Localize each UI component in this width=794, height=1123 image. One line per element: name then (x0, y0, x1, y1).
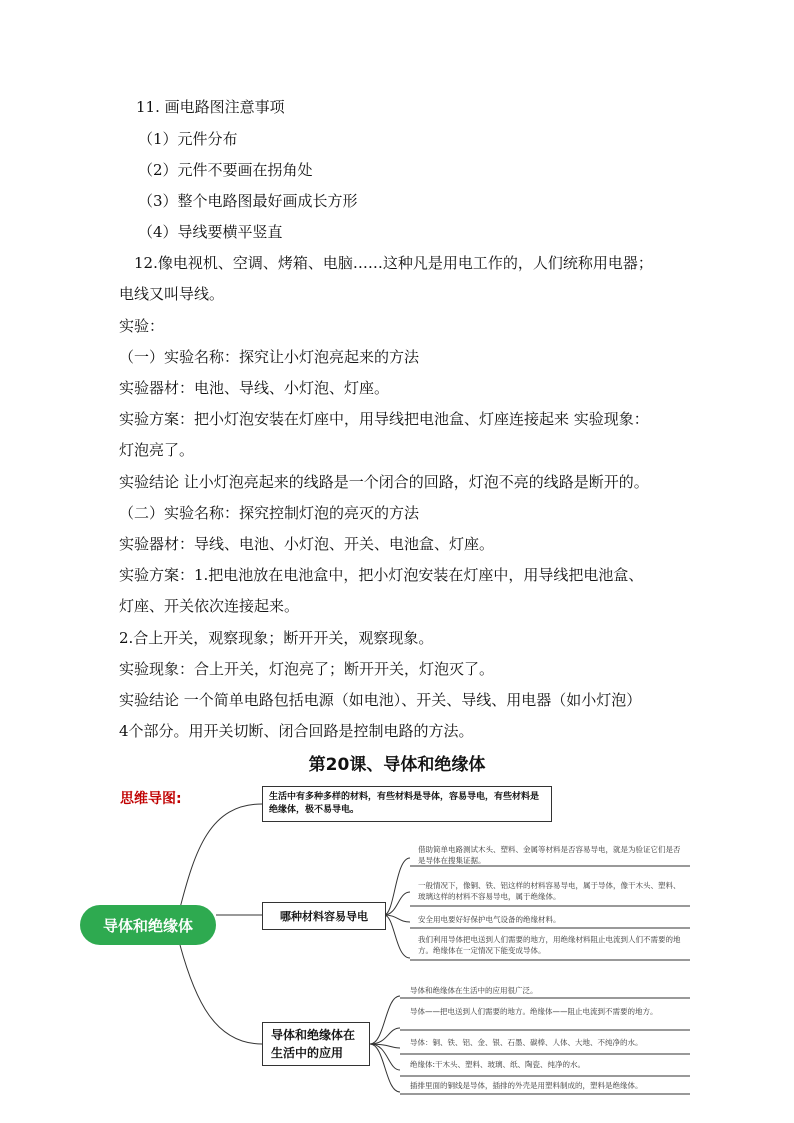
mindmap-root-node: 导体和绝缘体 (80, 905, 216, 945)
text-line: 实验现象：合上开关，灯泡亮了；断开开关，灯泡灭了。 (119, 660, 495, 678)
mindmap-leaf: 导体：铜、铁、铝、金、银、石墨、碳棒、人体、大地、不纯净的水。 (410, 1038, 643, 1047)
text-line: 实验结论 一个简单电路包括电源（如电池）、开关、导线、用电器（如小灯泡） (119, 691, 642, 709)
text-line: 2.合上开关，观察现象；断开开关，观察现象。 (119, 629, 434, 647)
text-line: 实验方案：把小灯泡安装在灯座中，用导线把电池盒、灯座连接起来 实验现象： (119, 410, 649, 428)
text-line: （二）实验名称：探究控制灯泡的亮灭的方法 (119, 504, 420, 522)
text-line: （2）元件不要画在拐角处 (138, 161, 313, 179)
mindmap-branch-materials: 生活中有多种多样的材料，有些材料是导体，容易导电，有些材料是绝缘体，极不易导电。 (262, 786, 552, 822)
mindmap-leaf: 导体——把电送到人们需要的地方。绝缘体——阻止电流到不需要的地方。 (410, 1007, 658, 1016)
text-line: 实验： (119, 317, 165, 335)
mindmap-leaf: 安全用电要好好保护电气设备的绝缘材料。 (418, 915, 561, 924)
text-line: 电线又叫导线。 (119, 285, 225, 303)
mindmap-leaf: 借助简单电路测试木头、塑料、金属等材料是否容易导电，就是为验证它们是否是导体在搜集证据。 (418, 845, 681, 865)
text-line: 12.像电视机、空调、烤箱、电脑……这种凡是用电工作的，人们统称用电器； (134, 254, 653, 272)
mindmap-branch-applications: 导体和绝缘体在生活中的应用 (262, 1022, 370, 1066)
text-line: （4）导线要横平竖直 (138, 223, 283, 241)
mindmap-leaf: 一般情况下，像铜、铁、铝这样的材料容易导电，属于导体，像干木头、塑料、玻璃这样的材料不容易导电，属于绝缘体。 (418, 881, 681, 901)
mindmap-leaf: 导体和绝缘体在生活中的应用很广泛。 (410, 986, 538, 995)
text-line: （一）实验名称：探究让小灯泡亮起来的方法 (119, 348, 420, 366)
text-line: （1）元件分布 (138, 130, 238, 148)
text-line: 灯泡亮了。 (119, 441, 195, 459)
connector-branch1 (180, 804, 262, 908)
text-line: 实验器材：导线、电池、小灯泡、开关、电池盒、灯座。 (119, 535, 495, 553)
mindmap-leaf: 我们利用导体把电送到人们需要的地方，用绝缘材料阻止电流到人们不需要的地方。绝缘体在一定情况下能变成导体。 (418, 935, 681, 955)
text-line: 实验器材：电池、导线、小灯泡、灯座。 (119, 379, 390, 397)
text-line: 实验方案：1.把电池放在电池盒中，把小灯泡安装在灯座中，用导线把电池盒、 (119, 566, 644, 584)
text-line: 灯座、开关依次连接起来。 (119, 597, 300, 615)
connector-branch3 (180, 945, 262, 1044)
text-line: 11. 画电路图注意事项 (136, 98, 285, 116)
mindmap-branch-conductive: 哪种材料容易导电 (262, 902, 386, 930)
text-line: 实验结论 让小灯泡亮起来的线路是一个闭合的回路，灯泡不亮的线路是断开的。 (119, 473, 649, 491)
lesson-title: 第20课、导体和绝缘体 (308, 755, 486, 775)
mindmap-leaf: 绝缘体:干木头、塑料、玻璃、纸、陶瓷、纯净的水。 (410, 1060, 586, 1069)
mindmap-leaf: 插排里面的铜线是导体，插排的外壳是用塑料制成的，塑料是绝缘体。 (410, 1081, 643, 1090)
mindmap-label: 思维导图: (120, 791, 182, 807)
text-line: （3）整个电路图最好画成长方形 (138, 192, 358, 210)
text-line: 4个部分。用开关切断、闭合回路是控制电路的方法。 (119, 722, 474, 740)
